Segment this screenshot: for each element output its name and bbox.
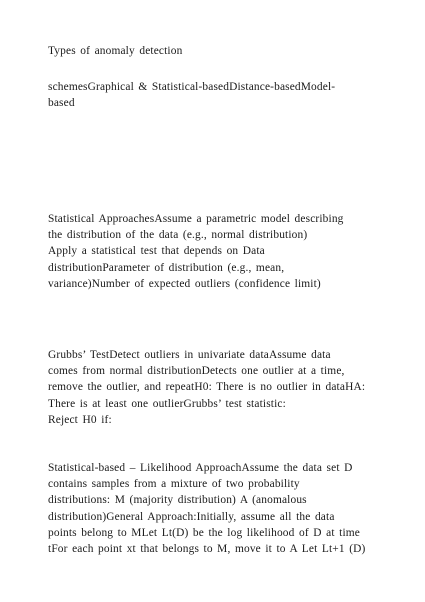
text-line: variance)Number of expected outliers (confidence limit) [48, 277, 321, 290]
text-line: Types of anomaly detection [48, 45, 183, 57]
text-line: contains samples from a mixture of two probability [48, 478, 300, 491]
text-line: the distribution of the data (e.g., normal distribution) [48, 229, 308, 242]
text-line: distributions: M (majority distribution) A (anomalous [48, 494, 307, 507]
text-line: points belong to MLet Lt(D) be the log likelihood of D at time [48, 526, 361, 539]
text-line: comes from normal distributionDetects one outlier at a time, [48, 365, 345, 378]
paragraph-schemes [48, 79, 378, 111]
text-line: Reject H0 if: [48, 413, 112, 426]
text-line: There is at least one outlierGrubbs’ test statistic: [48, 397, 286, 410]
paragraph-statistical-approaches [48, 211, 378, 292]
text-line: Statistical ApproachesAssume a parametric model describing [48, 213, 344, 225]
text-line: based [48, 97, 75, 110]
text-line: tFor each point xt that belongs to M, move it to A Let Lt+1 (D) [48, 543, 366, 556]
paragraph-likelihood-approach [48, 460, 378, 557]
text-line: Apply a statistical test that depends on Data [48, 245, 265, 258]
heading-types-of-anomaly-detection [48, 43, 378, 59]
text-line: remove the outlier, and repeatH0: There is no outlier in dataHA: [48, 381, 366, 394]
text-line: Statistical-based – Likelihood ApproachAssume the data set D [48, 462, 353, 474]
text-line: schemesGraphical & Statistical-basedDistance-basedModel- [48, 81, 336, 93]
paragraph-grubbs-test [48, 347, 378, 428]
text-line: distribution)General Approach:Initially, assume all the data [48, 510, 335, 523]
text-line: distributionParameter of distribution (e.g., mean, [48, 261, 285, 274]
text-line: Grubbs’ TestDetect outliers in univariate dataAssume data [48, 349, 331, 361]
